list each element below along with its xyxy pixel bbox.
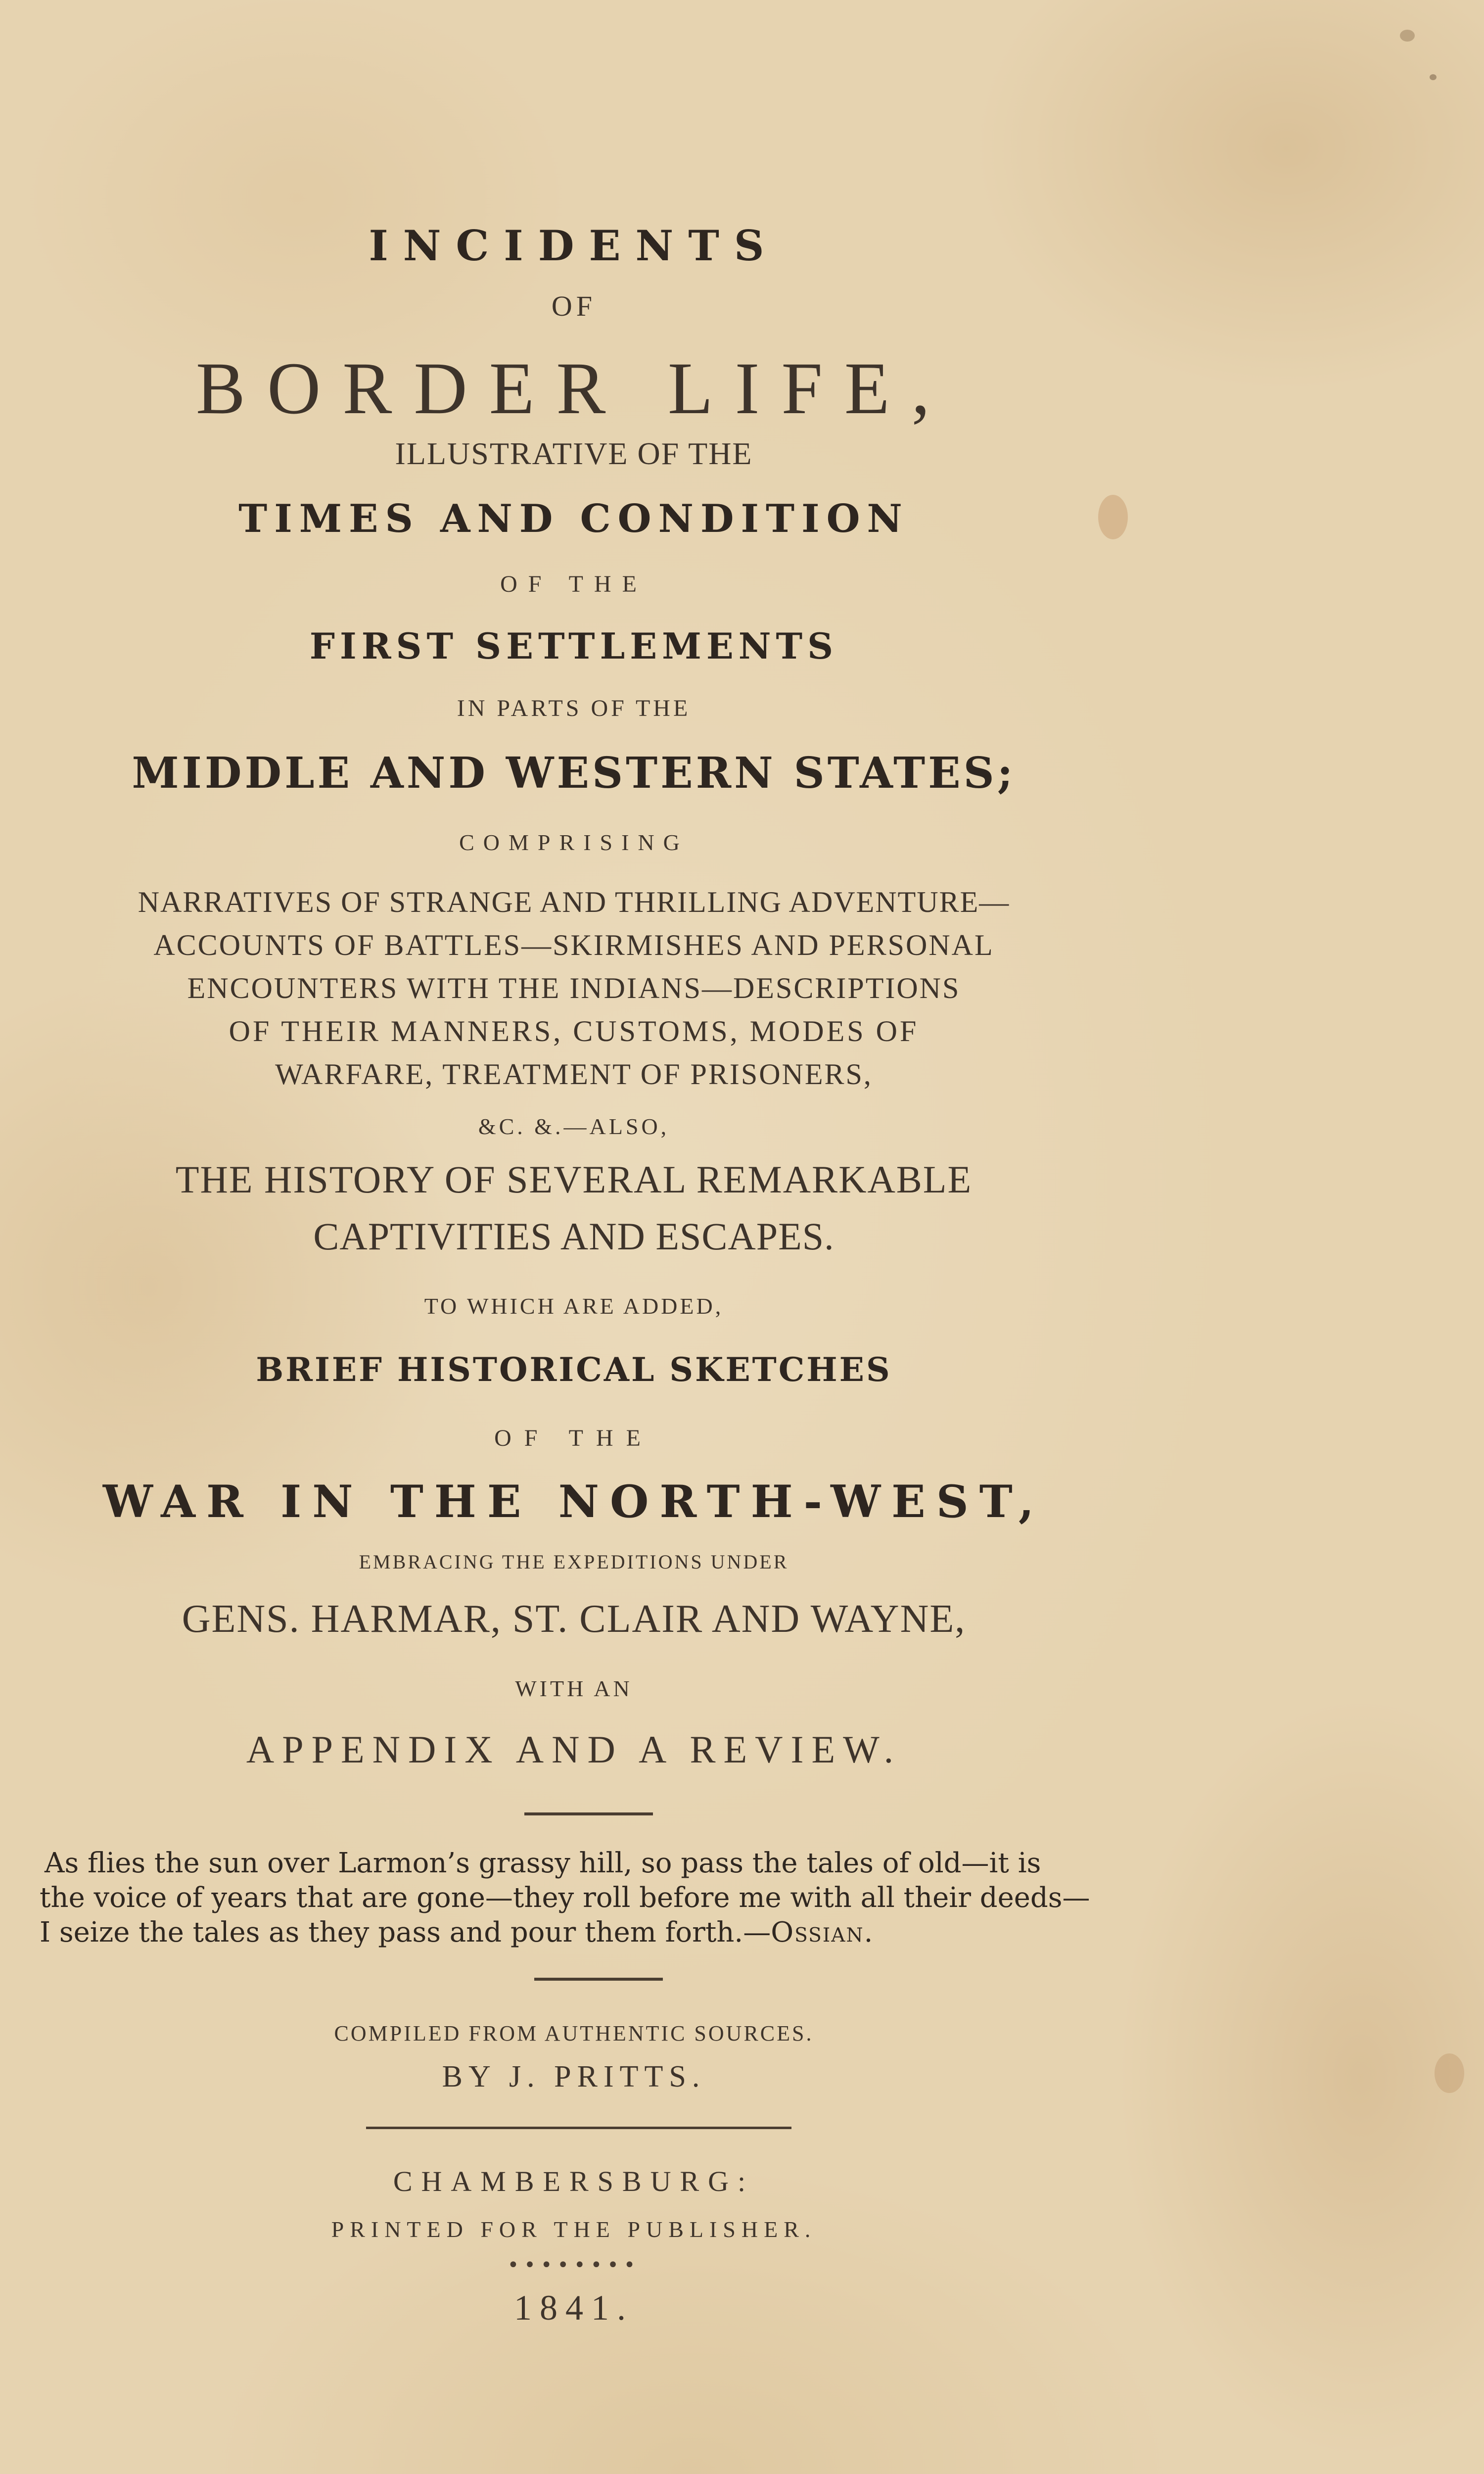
- epigraph-line: As flies the sun over Larmon’s grassy hill, so pass the tales of old—it is: [45, 1847, 1041, 1879]
- also-label: &C. &.—ALSO,: [478, 1114, 670, 1139]
- divider-rule: [366, 2127, 791, 2129]
- war-north-west-heading: WAR IN THE NORTH-WEST,: [102, 1475, 1045, 1528]
- ornament-dots: ••••••••: [507, 2254, 641, 2277]
- generals-line: GENS. HARMAR, ST. CLAIR AND WAYNE,: [182, 1597, 966, 1641]
- subtitle-illustrative: ILLUSTRATIVE OF THE: [395, 436, 753, 471]
- place-line: CHAMBERSBURG:: [393, 2165, 755, 2197]
- narratives-line: ENCOUNTERS WITH THE INDIANS—DESCRIPTIONS: [187, 972, 961, 1004]
- stain-mark: [1435, 2053, 1464, 2093]
- comprising-label: COMPRISING: [459, 830, 689, 855]
- title-incidents: INCIDENTS: [369, 221, 779, 270]
- with-an-label: WITH AN: [515, 1676, 633, 1701]
- epigraph-line-text: I seize the tales as they pass and pour them forth.—: [40, 1916, 771, 1949]
- imprint-block: [30, 0, 1118, 2474]
- title-border-life: BORDER LIFE,: [195, 347, 952, 429]
- narratives-line: ACCOUNTS OF BATTLES—SKIRMISHES AND PERSONAL: [153, 929, 994, 961]
- stain-mark: [1400, 30, 1415, 42]
- narratives-line: NARRATIVES OF STRANGE AND THRILLING ADVENTURE—: [138, 886, 1010, 918]
- embracing-label: EMBRACING THE EXPEDITIONS UNDER: [359, 1551, 789, 1573]
- subtitle-of-the-1: OF THE: [500, 571, 648, 597]
- compiled-label: COMPILED FROM AUTHENTIC SOURCES.: [334, 2021, 814, 2046]
- narratives-line: OF THEIR MANNERS, CUSTOMS, MODES OF: [229, 1015, 919, 1047]
- printed-line: PRINTED FOR THE PUBLISHER.: [331, 2217, 817, 2242]
- stain-mark: [1430, 74, 1437, 80]
- author-line: BY J. PRITTS.: [442, 2060, 706, 2093]
- narratives-line: WARFARE, TREATMENT OF PRISONERS,: [275, 1058, 873, 1091]
- epigraph-line: the voice of years that are gone—they roll before me with all their deeds—: [40, 1882, 1090, 1914]
- subtitle-middle-western: MIDDLE AND WESTERN STATES;: [132, 748, 1016, 798]
- brief-sketches-heading: BRIEF HISTORICAL SKETCHES: [256, 1350, 892, 1389]
- subtitle-in-parts: IN PARTS OF THE: [457, 695, 691, 721]
- history-line: THE HISTORY OF SEVERAL REMARKABLE: [175, 1158, 973, 1201]
- appendix-line: APPENDIX AND A REVIEW.: [246, 1728, 902, 1771]
- year-line: 1841.: [514, 2288, 634, 2328]
- to-which-label: TO WHICH ARE ADDED,: [424, 1293, 724, 1319]
- divider-rule: [534, 1978, 663, 1981]
- subtitle-times-condition: TIMES AND CONDITION: [238, 496, 909, 541]
- subtitle-of-the-2: OF THE: [494, 1425, 653, 1451]
- subtitle-first-settlements: FIRST SETTLEMENTS: [309, 625, 838, 667]
- history-line: CAPTIVITIES AND ESCAPES.: [313, 1215, 835, 1258]
- title-of: OF: [551, 290, 597, 322]
- epigraph-attribution: Ossian.: [771, 1916, 874, 1949]
